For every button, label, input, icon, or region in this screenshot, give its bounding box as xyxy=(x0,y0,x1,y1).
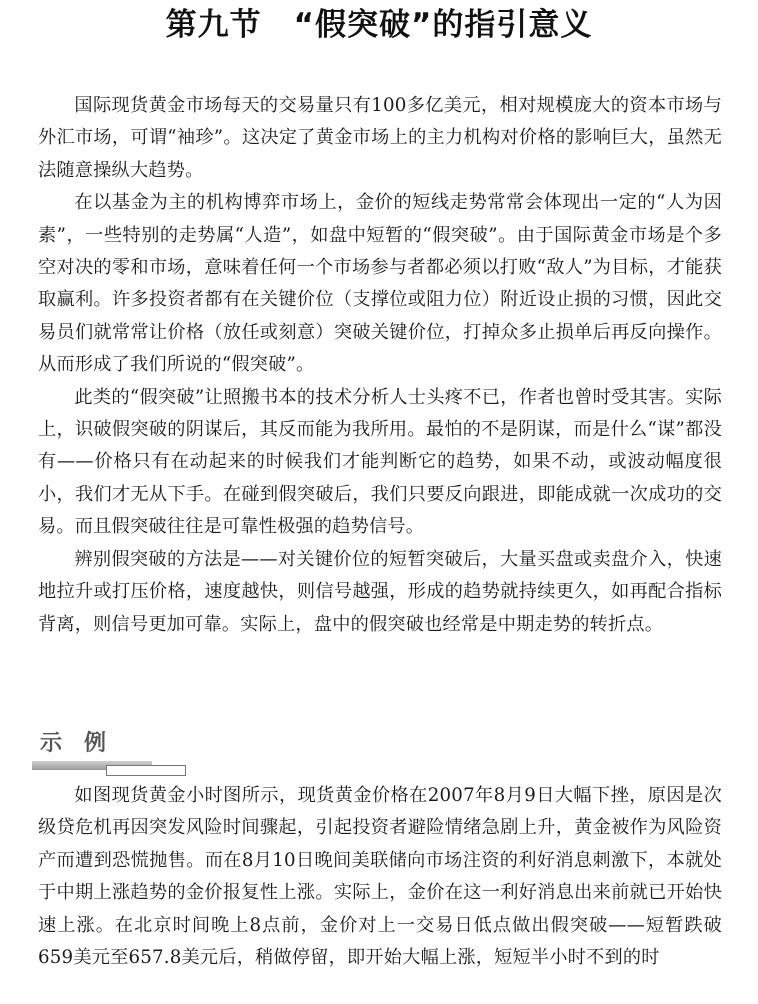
example-underline-box xyxy=(106,765,186,776)
paragraph-false-breakout-use: 此类的“假突破”让照搬书本的技术分析人士头疼不已，作者也曾时受其害。实际上，识破假突破的阴谋后，其反而能为我所用。最怕的不是阴谋，而是什么“谋”都没有——价格只有在动起来的时候我们才能判断它的趋势，如果不动，或波动幅度很小，我们才无从下手。在碰到假突破后，我们只要反向跟进，即能成就一次成功的交易。而且假突破往往是可靠性极强的趋势信号。 xyxy=(38,386,722,538)
paragraph-example: 如图现货黄金小时图所示，现货黄金价格在2007年8月9日大幅下挫，原因是次级贷危机再因突发风险时间骤起，引起投资者避险情绪急剧上升，黄金被作为风险资产而遭到恐慌抛售。而在8月10日晚间美联储向市场注资的利好消息刺激下，本就处于中期上涨趋势的金价报复性上涨。实际上，金价在这一利好消息出来前就已开始快速上涨。在北京时间晚上8点前，金价对上一交易日低点做出假突破——短暂跌破659美元至657.8美元后，稍做停留，即开始大幅上涨，短短半小时不到的时 xyxy=(38,785,722,969)
paragraph-institutional-game: 在以基金为主的机构博弈市场上，金价的短线走势常常会体现出一定的“人为因素”，一些特别的走势属“人造”，如盘中短暂的“假突破”。由于国际黄金市场是个多空对决的零和市场，意味着任何一个市场参与者都必须以打败“敌人”为目标，才能获取赢利。许多投资者都有在关键价位（支撑位或阻力位）附近设止损的习惯，因此交易员们就常常让价格（放任或刻意）突破关键价位，打掉众多止损单后再反向操作。从而形成了我们所说的“假突破”。 xyxy=(38,192,722,376)
paragraph-market-size: 国际现货黄金市场每天的交易量只有100多亿美元，相对规模庞大的资本市场与外汇市场，可谓“袖珍”。这决定了黄金市场上的主力机构对价格的影响巨大，虽然无法随意操纵大趋势。 xyxy=(38,95,722,181)
example-header xyxy=(20,724,200,776)
intro-text-block xyxy=(38,90,722,641)
example-label: 示例 xyxy=(40,731,129,756)
paragraph-identification-method: 辨别假突破的方法是——对关键价位的短暂突破后，大量买盘或卖盘介入，快速地拉升或打压价格，速度越快，则信号越强，形成的趋势就持续更久，如再配合指标背离，则信号更加可靠。实际上，盘中的假突破也经常是中期走势的转折点。 xyxy=(38,548,722,635)
section-title: 第九节 “假突破”的指引意义 xyxy=(165,7,593,43)
example-text-block xyxy=(38,780,722,974)
